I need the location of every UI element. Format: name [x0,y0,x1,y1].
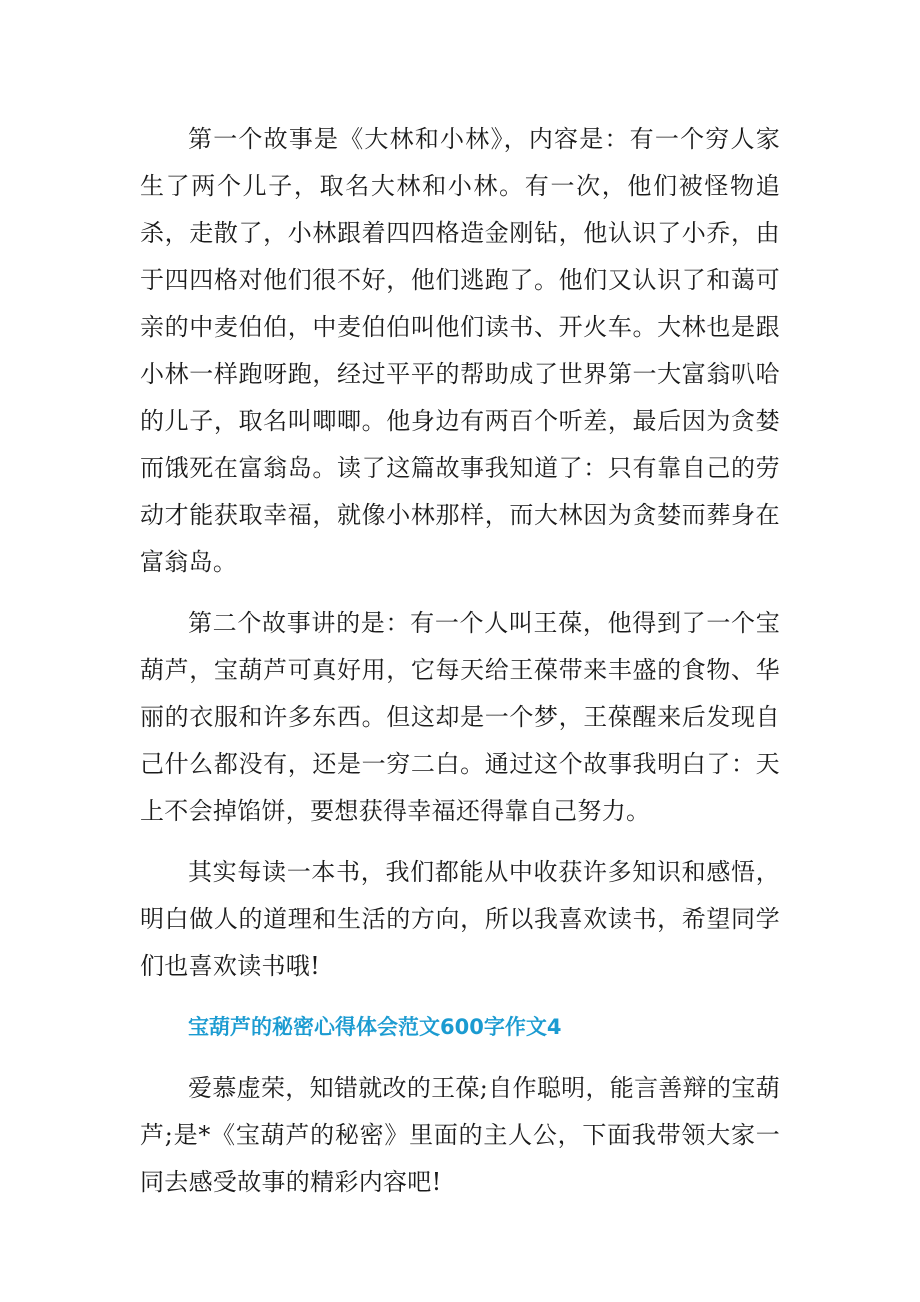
document-body [140,116,780,1206]
paragraph-story-two: 第二个故事讲的是：有一个人叫王葆，他得到了一个宝葫芦，宝葫芦可真好用，它每天给王葆带来丰盛的食物、华丽的衣服和许多东西。但这却是一个梦，王葆醒来后发现自己什么都没有，还是一穷二白。通过这个故事我明白了：天上不会掉馅饼，要想获得幸福还得靠自己努力。 [140,609,780,825]
section-heading: 宝葫芦的秘密心得体会范文600字作文4 [188,1015,562,1039]
paragraph-story-one: 第一个故事是《大林和小林》，内容是：有一个穷人家生了两个儿子，取名大林和小林。有一次，他们被怪物追杀，走散了，小林跟着四四格造金刚钻，他认识了小乔，由于四四格对他们很不好，他们逃跑了。他们又认识了和蔼可亲的中麦伯伯，中麦伯伯叫他们读书、开火车。大林也是跟小林一样跑呀跑，经过平平的帮助成了世界第一大富翁叭哈的儿子，取名叫唧唧。他身边有两百个听差，最后因为贪婪而饿死在富翁岛。读了这篇故事我知道了：只有靠自己的劳动才能获取幸福，就像小林那样，而大林因为贪婪而葬身在富翁岛。 [140,125,780,576]
paragraph-reading-reflection: 其实每读一本书，我们都能从中收获许多知识和感悟，明白做人的道理和生活的方向，所以我喜欢读书，希望同学们也喜欢读书哦! [140,858,780,980]
paragraph-introduction: 爱慕虚荣，知错就改的王葆;自作聪明，能言善辩的宝葫芦;是*《宝葫芦的秘密》里面的主人公，下面我带领大家一同去感受故事的精彩内容吧! [140,1074,780,1196]
